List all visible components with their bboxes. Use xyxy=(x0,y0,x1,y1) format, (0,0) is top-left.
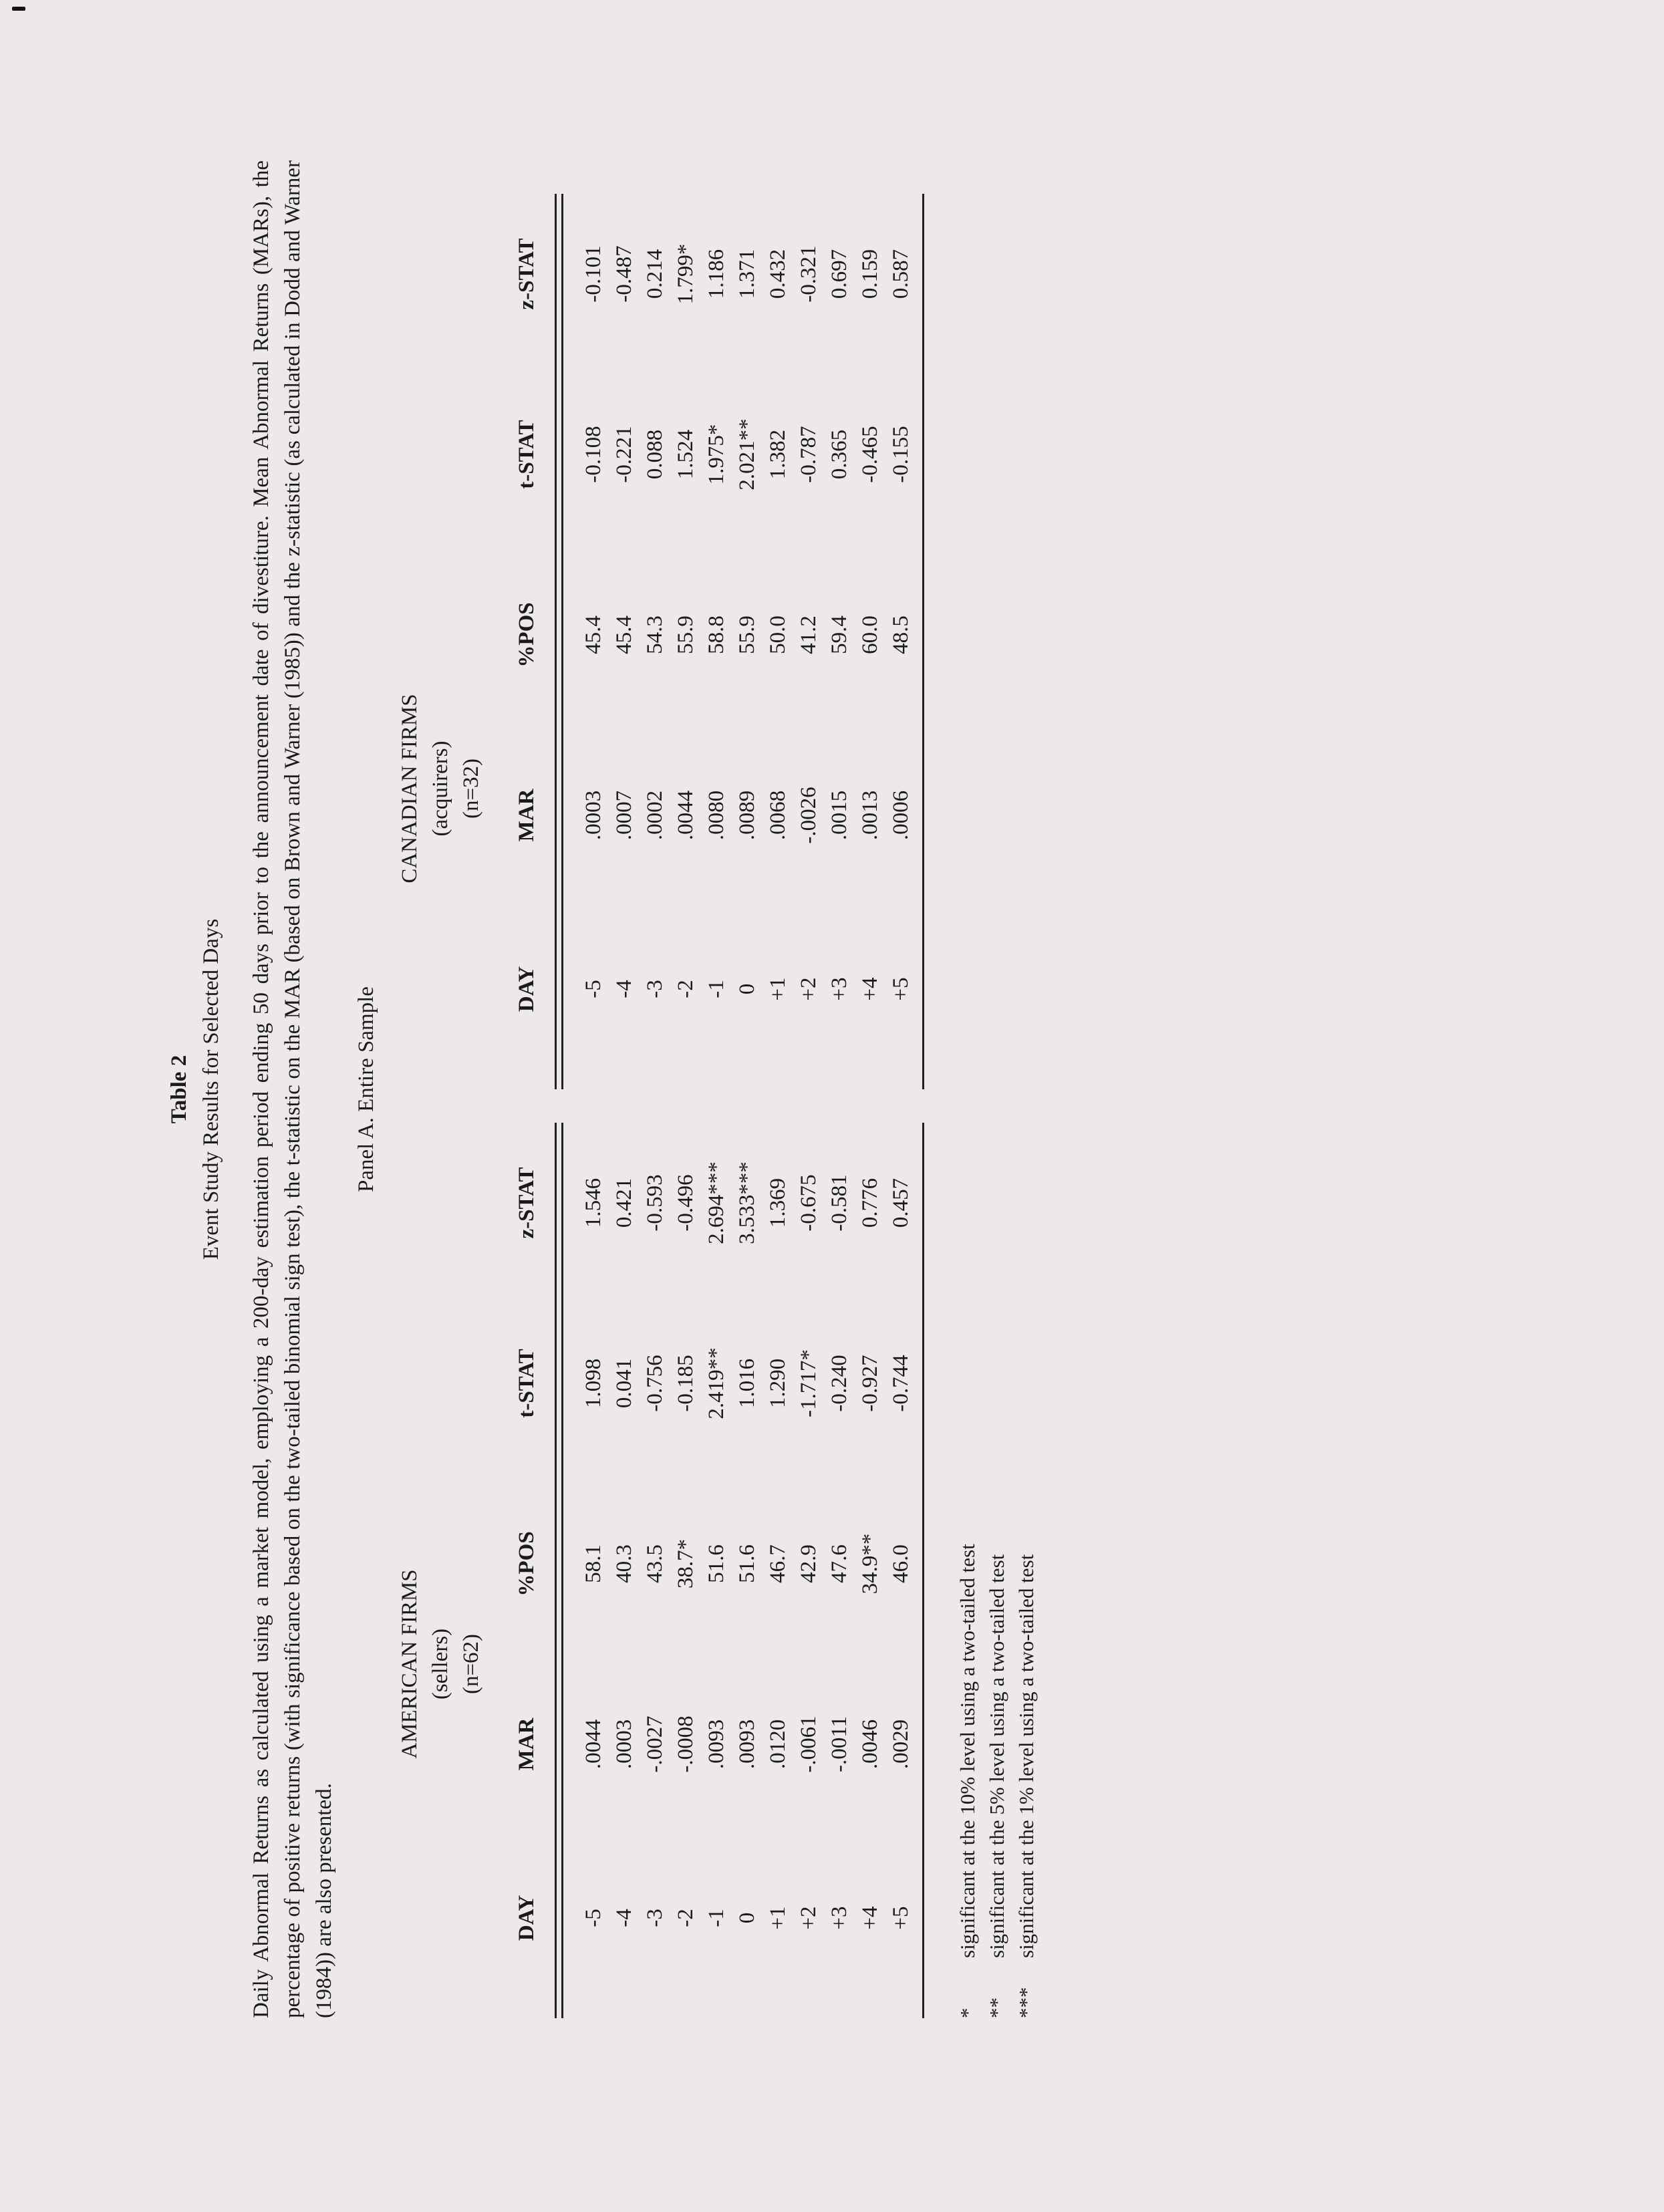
american-table-cell: -4 xyxy=(612,1909,636,1927)
canadian-firms-n: (n=32) xyxy=(459,758,483,819)
canadian-table-cell: 41.2 xyxy=(797,615,821,654)
canadian-table-cell: -0.787 xyxy=(797,426,821,483)
american-table-cell: .0093 xyxy=(735,1719,759,1770)
american-table-cell: -1 xyxy=(704,1909,728,1927)
canadian-table-cell: 58.8 xyxy=(704,615,728,654)
american-table-cell: 2.694*** xyxy=(704,1161,728,1244)
american-table-cell: -0.756 xyxy=(643,1355,667,1412)
panel-title: Panel A. Entire Sample xyxy=(354,986,378,1192)
canadian-col-header: MAR xyxy=(515,789,539,842)
american-table-cell: 51.6 xyxy=(735,1544,759,1583)
canadian-table-cell: 2.021** xyxy=(735,418,759,491)
canadian-table-cell: .0006 xyxy=(889,790,913,841)
canadian-table-cell: +2 xyxy=(797,977,821,1001)
canadian-table-cell: 0 xyxy=(735,983,759,995)
american-table-cell: -.0027 xyxy=(643,1715,667,1773)
canadian-table-cell: .0015 xyxy=(827,790,851,841)
american-table-cell: 34.9** xyxy=(858,1533,882,1595)
american-table-cell: -.0008 xyxy=(674,1715,698,1773)
rotated-table-page xyxy=(167,160,1330,2018)
canadian-table-cell: -1 xyxy=(704,980,728,998)
american-table-cell: 42.9 xyxy=(797,1544,821,1583)
canadian-table-cell: -0.487 xyxy=(612,245,636,303)
canadian-table-cell: -0.321 xyxy=(797,245,821,303)
canadian-table-cell: 1.524 xyxy=(674,429,698,480)
american-table-cell: +4 xyxy=(858,1906,882,1930)
canadian-table-cell: +1 xyxy=(766,977,790,1001)
canadian-table-cell: 50.0 xyxy=(766,615,790,654)
canadian-table-cell: +3 xyxy=(827,977,851,1001)
american-table-cell: 1.016 xyxy=(735,1358,759,1409)
american-table-cell: -3 xyxy=(643,1909,667,1927)
table-title: Table 2 xyxy=(167,1055,191,1124)
american-table-cell: +1 xyxy=(766,1906,790,1930)
american-table-cell: +2 xyxy=(797,1906,821,1930)
footnote-text: significant at the 1% level using a two-tailed test xyxy=(1014,1554,1038,1958)
canadian-table-cell: 0.365 xyxy=(827,429,851,480)
american-firms-n: (n=62) xyxy=(459,1633,483,1695)
canadian-table-cell: .0044 xyxy=(674,790,698,841)
canadian-col-header: DAY xyxy=(515,966,539,1012)
canadian-table-cell: 0.214 xyxy=(643,249,667,299)
american-table-cell: 40.3 xyxy=(612,1544,636,1583)
american-table-cell: +5 xyxy=(889,1906,913,1930)
american-table-cell: -0.593 xyxy=(643,1174,667,1232)
canadian-table-cell: .0080 xyxy=(704,790,728,841)
canadian-table-cell: 1.186 xyxy=(704,249,728,299)
american-bottom-rule xyxy=(922,1123,924,2018)
american-table-cell: .0120 xyxy=(766,1719,790,1770)
canadian-table-cell: -0.465 xyxy=(858,426,882,483)
american-firms-group-header xyxy=(394,1430,487,1898)
canadian-table-cell: 1.799* xyxy=(674,243,698,305)
canadian-table-cell: 60.0 xyxy=(858,615,882,654)
canadian-col-header: z-STAT xyxy=(515,238,539,310)
american-header-rule-2 xyxy=(561,1123,563,2018)
canadian-table-cell: 54.3 xyxy=(643,615,667,654)
american-table-cell: -2 xyxy=(674,1909,698,1927)
american-table-cell: .0046 xyxy=(858,1719,882,1770)
canadian-table-cell: -4 xyxy=(612,980,636,998)
canadian-table-cell: 0.697 xyxy=(827,249,851,299)
american-table-cell: -5 xyxy=(581,1909,605,1927)
table-caption: Daily Abnormal Returns as calculated using a market model, employing a 200-day estimation period ending 50 days prior to the announcement date of divestiture. Mean Abnormal Returns (MARs), the percentage of positive returns (with significance based on the two-tailed binomial sign test), the t-statistic on the MAR (based on Brown and Warner (1985)) and the z-statistic (as calculated in Dodd and Warner (1984)) are also presented. xyxy=(249,160,336,2018)
footnote-text: significant at the 10% level using a two-tailed test xyxy=(956,1544,979,1958)
american-table-cell: 47.6 xyxy=(827,1544,851,1583)
american-table-cell: 58.1 xyxy=(581,1544,605,1583)
american-table-cell: 1.098 xyxy=(581,1358,605,1409)
american-header-rule-1 xyxy=(555,1123,557,2018)
american-table-cell: 46.0 xyxy=(889,1544,913,1583)
canadian-col-header: t-STAT xyxy=(515,420,539,489)
american-table-cell: -0.927 xyxy=(858,1355,882,1412)
american-table-cell: +3 xyxy=(827,1906,851,1930)
american-table-cell: -0.185 xyxy=(674,1355,698,1412)
canadian-firms-name: CANADIAN FIRMS xyxy=(398,694,422,883)
canadian-table-cell: 45.4 xyxy=(581,615,605,654)
american-table-cell: .0093 xyxy=(704,1719,728,1770)
canadian-table-cell: 48.5 xyxy=(889,615,913,654)
canadian-table-cell: -0.101 xyxy=(581,245,605,303)
canadian-table-cell: 0.587 xyxy=(889,249,913,299)
american-table-cell: -.0061 xyxy=(797,1715,821,1773)
canadian-table-cell: -5 xyxy=(581,980,605,998)
canadian-header-rule-1 xyxy=(555,194,557,1089)
table-subtitle: Event Study Results for Selected Days xyxy=(199,918,223,1260)
american-table-cell: 1.290 xyxy=(766,1358,790,1409)
american-table-cell: -.0011 xyxy=(827,1716,851,1773)
canadian-table-cell: 45.4 xyxy=(612,615,636,654)
american-table-cell: .0029 xyxy=(889,1719,913,1770)
american-col-header: z-STAT xyxy=(515,1167,539,1239)
american-firms-name: AMERICAN FIRMS xyxy=(398,1569,422,1759)
canadian-table-cell: 1.975* xyxy=(704,424,728,485)
american-table-cell: 1.546 xyxy=(581,1178,605,1228)
canadian-table-cell: -3 xyxy=(643,980,667,998)
canadian-bottom-rule xyxy=(922,194,924,1089)
footnote-symbol: *** xyxy=(1014,1987,1038,2018)
american-table-cell: 0 xyxy=(735,1912,759,1924)
page-corner-mark xyxy=(12,7,25,11)
canadian-table-cell: 55.9 xyxy=(674,615,698,654)
canadian-table-cell: 55.9 xyxy=(735,615,759,654)
american-table-cell: -1.717* xyxy=(797,1349,821,1417)
canadian-table-cell: 0.432 xyxy=(766,249,790,299)
american-col-header: DAY xyxy=(515,1895,539,1941)
footnote-text: significant at the 5% level using a two-tailed test xyxy=(985,1554,1008,1958)
canadian-table-cell: -0.155 xyxy=(889,426,913,483)
canadian-table-cell: +4 xyxy=(858,977,882,1001)
canadian-table-cell: -2 xyxy=(674,980,698,998)
footnote-symbol: * xyxy=(956,2008,979,2018)
canadian-table-cell: .0007 xyxy=(612,790,636,841)
canadian-table-cell: .0013 xyxy=(858,790,882,841)
american-table-cell: -0.240 xyxy=(827,1355,851,1412)
canadian-table-cell: .0068 xyxy=(766,790,790,841)
american-table-cell: 46.7 xyxy=(766,1544,790,1583)
american-table-cell: 0.421 xyxy=(612,1178,636,1228)
american-table-cell: 0.457 xyxy=(889,1178,913,1228)
canadian-table-cell: -0.108 xyxy=(581,426,605,483)
american-table-cell: .0003 xyxy=(612,1719,636,1770)
canadian-table-cell: .0003 xyxy=(581,790,605,841)
canadian-firms-group-header xyxy=(394,555,487,1022)
canadian-table-cell: 59.4 xyxy=(827,615,851,654)
american-table-cell: -0.744 xyxy=(889,1355,913,1412)
canadian-table-cell: 1.382 xyxy=(766,429,790,480)
canadian-firms-role: (acquirers) xyxy=(428,740,452,837)
canadian-table-cell: 1.371 xyxy=(735,249,759,299)
canadian-header-rule-2 xyxy=(561,194,563,1089)
canadian-table-cell: .0002 xyxy=(643,790,667,841)
canadian-table-cell: 0.088 xyxy=(643,429,667,480)
american-table-cell: 38.7* xyxy=(674,1538,698,1589)
american-col-header: %POS xyxy=(515,1531,539,1597)
american-table-cell: -0.581 xyxy=(827,1174,851,1232)
canadian-table-cell: +5 xyxy=(889,977,913,1001)
canadian-table-cell: -.0026 xyxy=(797,787,821,844)
american-table-cell: -0.675 xyxy=(797,1174,821,1232)
american-table-cell: 0.041 xyxy=(612,1358,636,1409)
american-table-cell: 1.369 xyxy=(766,1178,790,1228)
american-table-cell: 43.5 xyxy=(643,1544,667,1583)
american-table-cell: 3.533*** xyxy=(735,1161,759,1244)
american-table-cell: 0.776 xyxy=(858,1178,882,1228)
footnote-symbol: ** xyxy=(985,1997,1008,2018)
canadian-table-cell: -0.221 xyxy=(612,426,636,483)
american-table-cell: 51.6 xyxy=(704,1544,728,1583)
american-firms-role: (sellers) xyxy=(428,1628,452,1700)
american-col-header: t-STAT xyxy=(515,1349,539,1418)
canadian-table-cell: .0089 xyxy=(735,790,759,841)
canadian-col-header: %POS xyxy=(515,602,539,668)
american-col-header: MAR xyxy=(515,1717,539,1771)
american-table-cell: .0044 xyxy=(581,1719,605,1770)
american-table-cell: -0.496 xyxy=(674,1174,698,1232)
american-table-cell: 2.419** xyxy=(704,1347,728,1419)
canadian-table-cell: 0.159 xyxy=(858,249,882,299)
